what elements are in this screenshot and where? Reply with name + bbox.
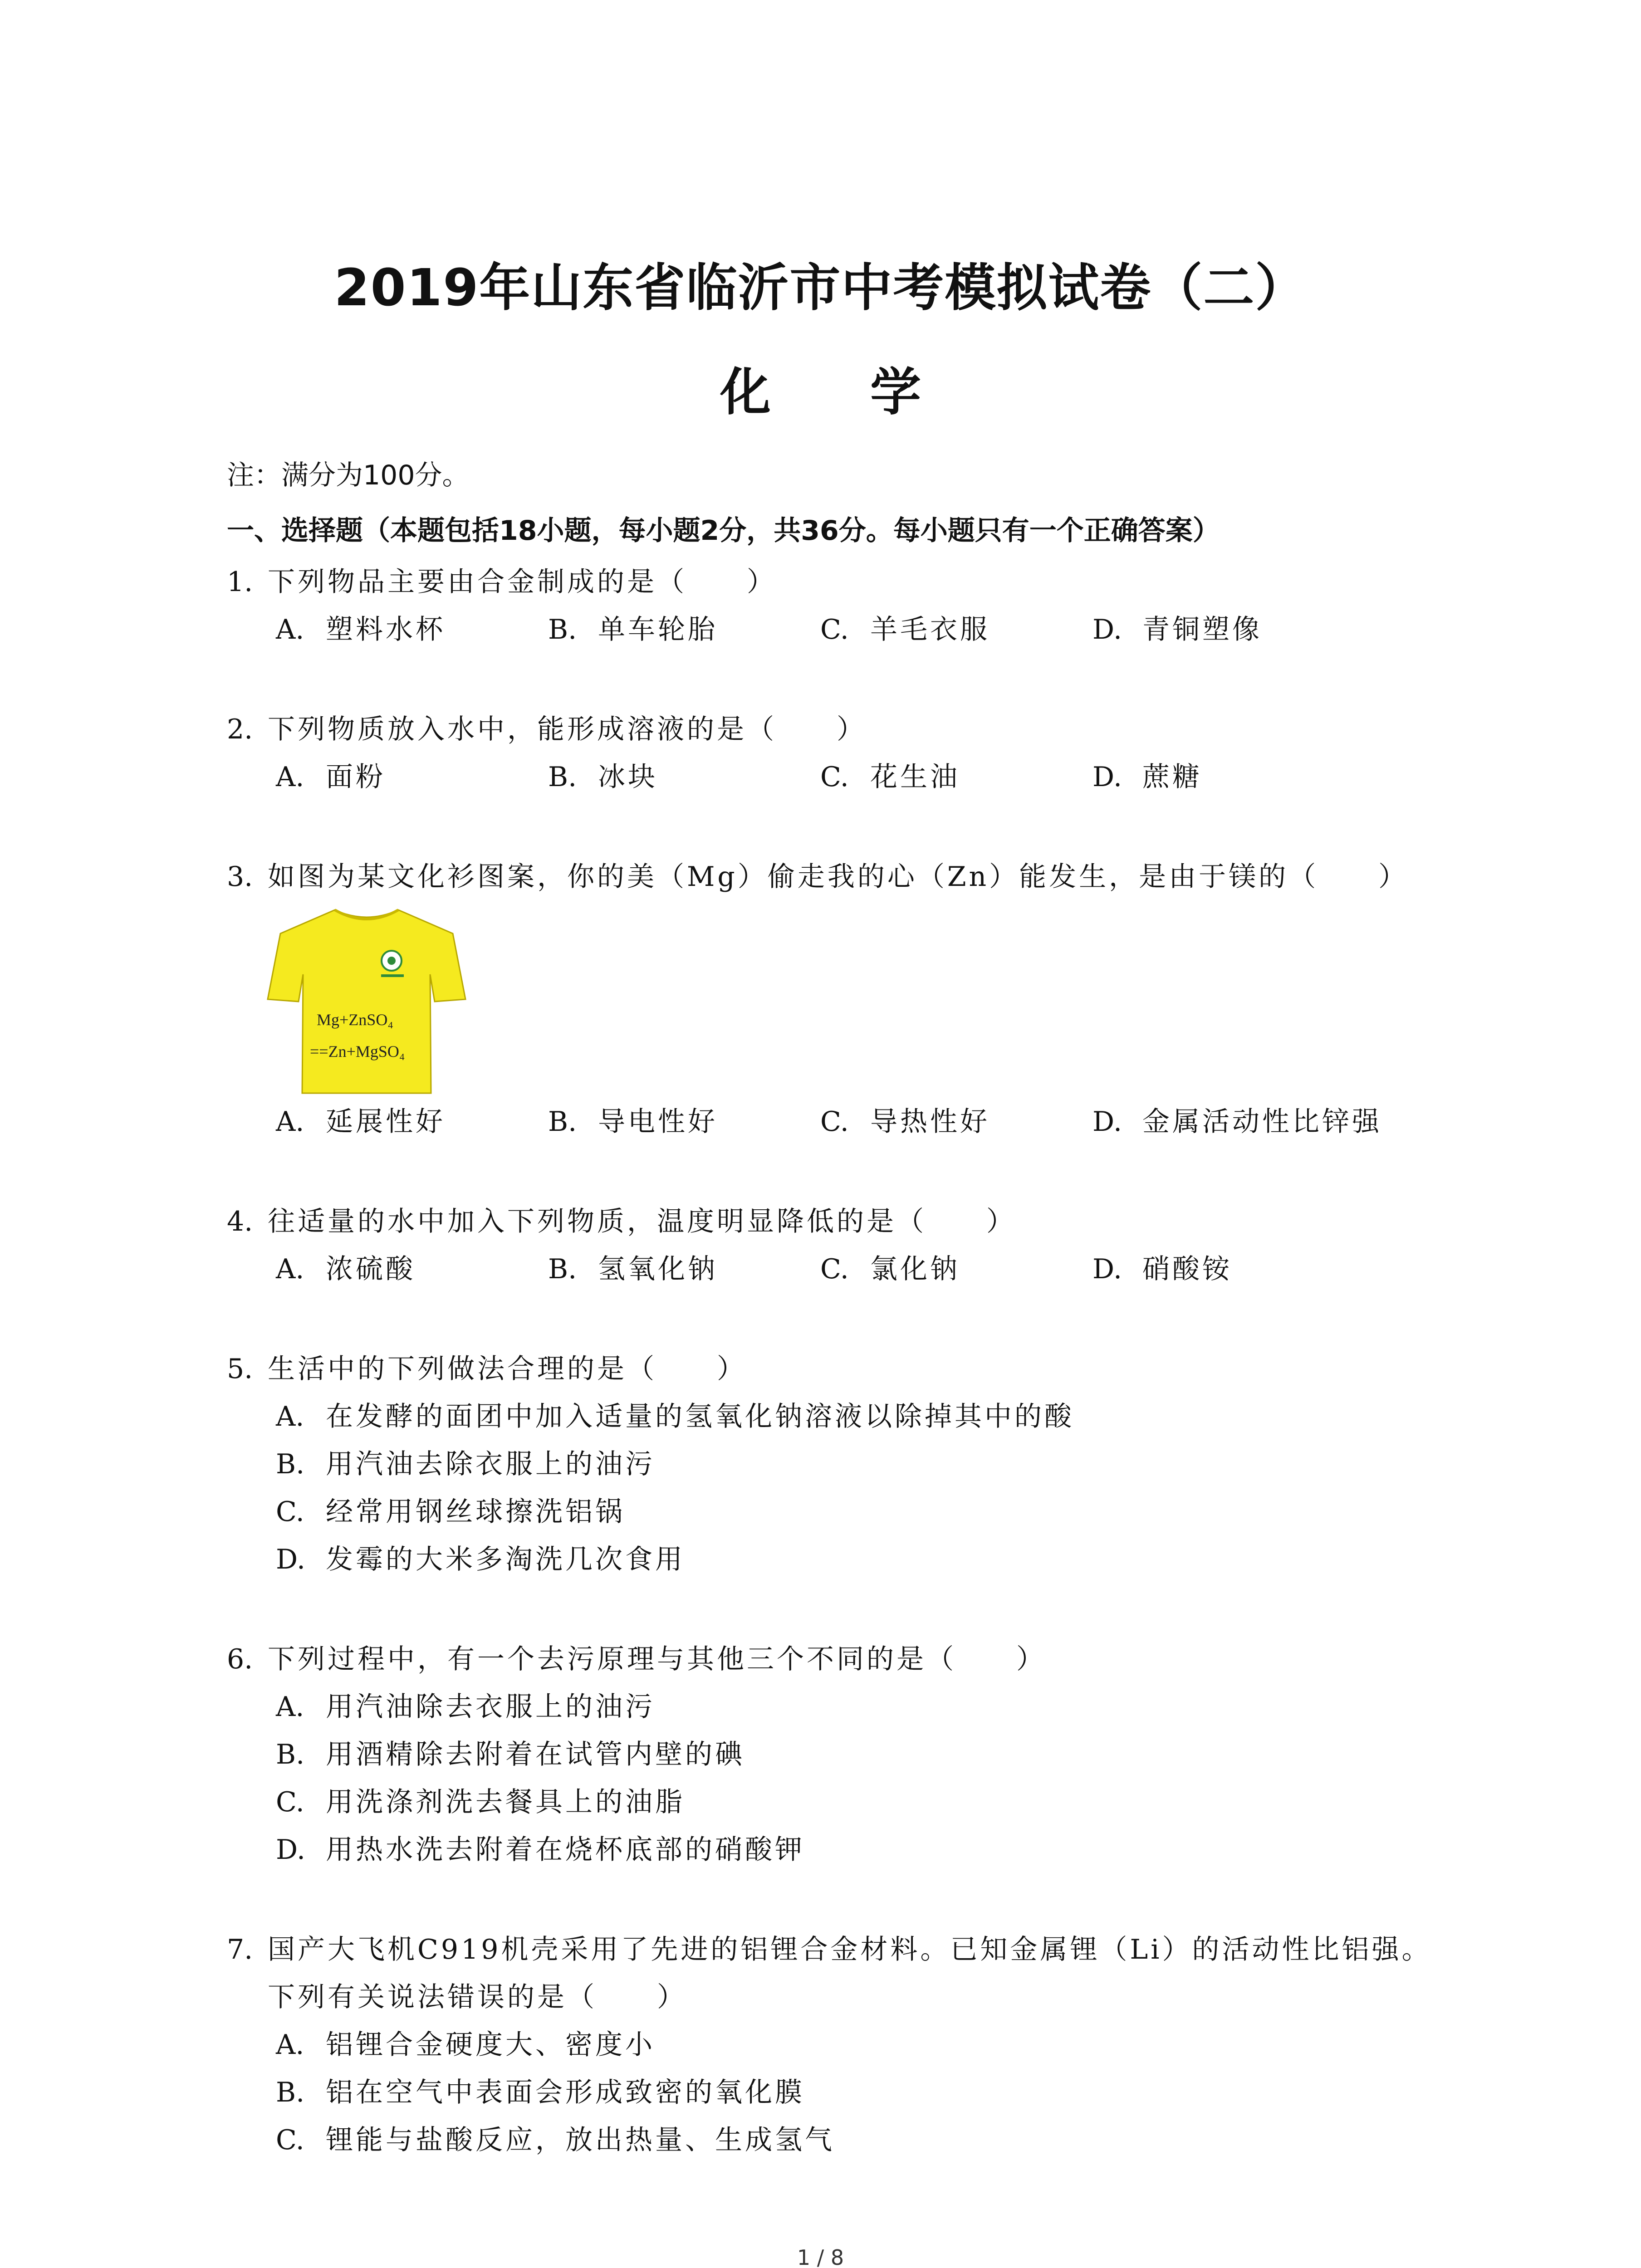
question-number: 3. [227,861,253,893]
q3-option-d: D. 金属活动性比锌强 [1092,1106,1382,1138]
q7-option-b: B. 铝在空气中表面会形成致密的氧化膜 [276,2077,805,2108]
question-number: 6. [227,1643,253,1675]
question-2 [227,716,867,743]
question-stem: 生活中的下列做法合理的是（ ） [268,1353,747,1385]
shirt-equation-line1: Mg+ZnSO₄ [317,1011,393,1029]
question-5 [227,1355,747,1383]
q3-option-b: B. 导电性好 [548,1106,718,1138]
q1-option-d: D. 青铜塑像 [1092,614,1262,645]
q7-option-a: A. 铝锂合金硬度大、密度小 [276,2029,655,2061]
question-7 [227,1936,1431,1963]
question-stem: 下列过程中，有一个去污原理与其他三个不同的是（ ） [268,1643,1046,1675]
q2-option-d: D. 蔗糖 [1092,761,1202,793]
q2-option-b: B. 冰块 [548,761,658,793]
question-1 [227,568,777,596]
q4-option-a: A. 浓硫酸 [276,1253,416,1285]
q6-option-b: B. 用酒精除去附着在试管内壁的碘 [276,1739,745,1770]
question-number: 7. [227,1934,253,1965]
section-heading: 一、选择题（本题包括18小题，每小题2分，共36分。每小题只有一个正确答案） [227,515,1220,547]
q6-option-c: C. 用洗涤剂洗去餐具上的油脂 [276,1786,685,1818]
shirt-equation-line2: ==Zn+MgSO₄ [310,1042,405,1061]
score-note: 注：满分为100分。 [227,459,470,491]
q1-option-a: A. 塑料水杯 [276,614,446,645]
q1-option-b: B. 单车轮胎 [548,614,718,645]
subject-title: 化 学 [720,363,962,422]
question-stem: 往适量的水中加入下列物质，温度明显降低的是（ ） [268,1206,1016,1237]
t-shirt-shape [268,910,465,1093]
q2-option-a: A. 面粉 [276,761,386,793]
q6-option-a: A. 用汽油除去衣服上的油污 [276,1691,655,1723]
q2-option-c: C. 花生油 [820,761,960,793]
question-4 [227,1208,1016,1235]
q5-option-b: B. 用汽油去除衣服上的油污 [276,1448,655,1480]
question-stem: 下列物品主要由合金制成的是（ ） [268,566,777,598]
question-number: 4. [227,1206,253,1237]
question-number: 2. [227,714,253,745]
question-7-stem-continued: 下列有关说法错误的是（ ） [268,1981,687,2013]
question-stem: 如图为某文化衫图案，你的美（Mg）偷走我的心（Zn）能发生，是由于镁的（ ） [268,861,1409,893]
question-6 [227,1643,1046,1675]
q4-option-d: D. 硝酸铵 [1092,1253,1232,1285]
question-stem: 下列物质放入水中，能形成溶液的是（ ） [268,714,867,745]
q7-option-c: C. 锂能与盐酸反应，放出热量、生成氢气 [276,2124,835,2156]
t-shirt-figure [267,906,466,1097]
q5-option-c: C. 经常用钢丝球擦洗铝锅 [276,1496,625,1528]
q1-option-c: C. 羊毛衣服 [820,614,990,645]
q5-option-d: D. 发霉的大米多淘洗几次食用 [276,1544,685,1575]
question-number: 5. [227,1353,253,1385]
question-number: 1. [227,566,253,598]
exam-title: 2019年山东省临沂市中考模拟试卷（二） [334,259,1307,318]
question-3 [227,861,1409,893]
page-number: 1 / 8 [797,2245,844,2268]
question-stem: 国产大飞机C919机壳采用了先进的铝锂合金材料。已知金属锂（Li）的活动性比铝强。 [268,1934,1432,1965]
q4-option-b: B. 氢氧化钠 [548,1253,718,1285]
q3-option-c: C. 导热性好 [820,1106,990,1138]
q3-option-a: A. 延展性好 [276,1106,446,1138]
q4-option-c: C. 氯化钠 [820,1253,960,1285]
q6-option-d: D. 用热水洗去附着在烧杯底部的硝酸钾 [276,1834,805,1866]
q5-option-a: A. 在发酵的面团中加入适量的氢氧化钠溶液以除掉其中的酸 [276,1401,1074,1432]
